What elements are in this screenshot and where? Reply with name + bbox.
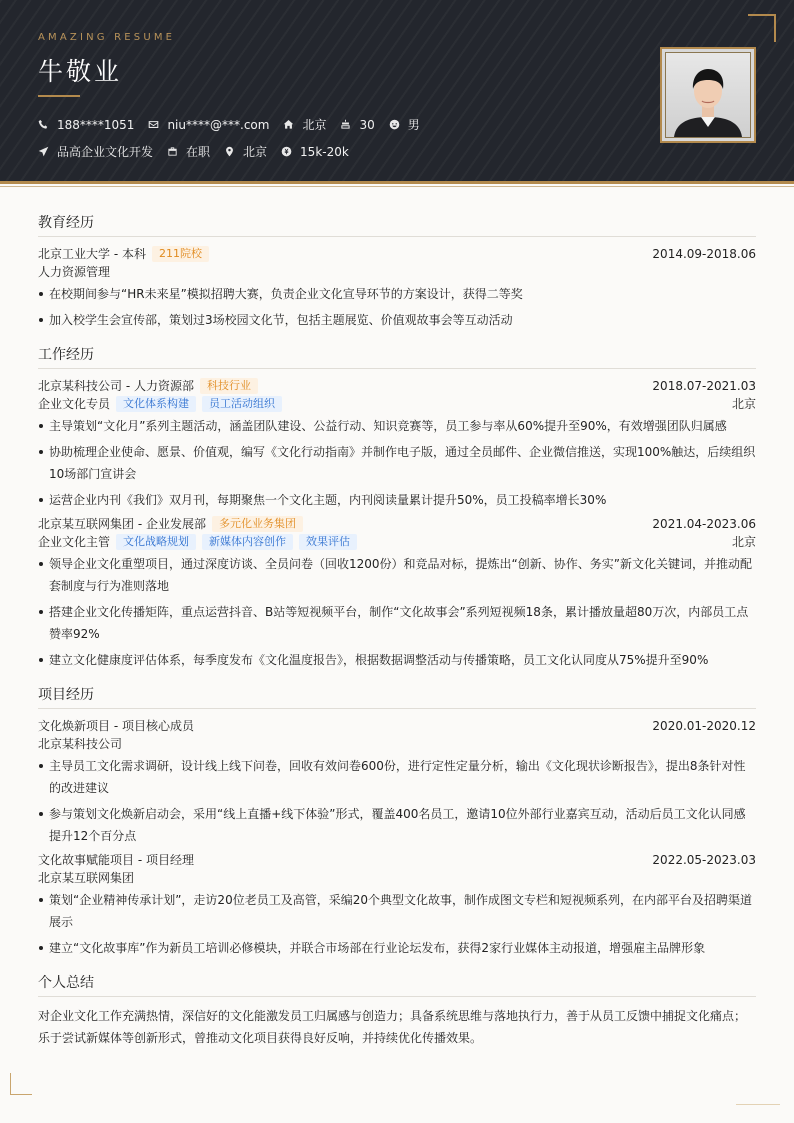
list-item: 主导策划“文化月”系列主题活动，涵盖团队建设、公益行动、知识竞赛等，员工参与率从60%提升至90%，有效增强团队归属感 <box>38 415 756 437</box>
candidate-name: 牛敬业 <box>38 57 123 86</box>
work-entry <box>38 377 756 511</box>
summary-section <box>38 972 756 1049</box>
projects-section <box>38 684 756 959</box>
job-role: 企业文化主管 <box>38 535 111 549</box>
education-date: 2014.09-2018.06 <box>652 247 756 261</box>
work-date: 2021.04-2023.06 <box>652 517 756 531</box>
project-header <box>38 851 756 869</box>
portrait-image <box>666 53 750 137</box>
avatar <box>665 52 751 138</box>
project-bullets <box>38 889 756 959</box>
list-item: 加入校学生会宣传部，策划过3场校园文化节，包括主题展览、价值观故事会等互动活动 <box>38 309 756 331</box>
send-icon <box>38 146 49 157</box>
list-item: 协助梳理企业使命、愿景、价值观，编写《文化行动指南》并制作电子版，通过全员邮件、企业微信推送，实现100%触达，后续组织10场部门宣讲会 <box>38 441 756 485</box>
project-name: 文化故事赋能项目 - 项目经理 <box>38 853 194 867</box>
section-title: 个人总结 <box>38 972 756 997</box>
email-text: niu****@***.com <box>167 117 270 132</box>
header-tagline: AMAZING RESUME <box>38 32 176 43</box>
job-status-info <box>167 143 210 160</box>
work-header <box>38 515 756 533</box>
phone-info <box>38 118 134 132</box>
list-item: 主导员工文化需求调研，设计线上线下问卷，回收有效问卷600份，进行定性定量分析，输出《文化现状诊断报告》，提出8条针对性的改进建议 <box>38 755 756 799</box>
company-tag: 科技行业 <box>200 378 258 394</box>
list-item: 运营企业内刊《我们》双月刊，每期聚焦一个文化主题，内刊阅读量累计提升50%，员工投稿率增长30% <box>38 489 756 511</box>
project-name: 文化焕新项目 - 项目核心成员 <box>38 719 194 733</box>
hometown-info <box>283 116 326 133</box>
age-info <box>340 118 374 132</box>
skill-tag: 文化战略规划 <box>116 534 196 550</box>
work-bullets <box>38 553 756 671</box>
major-name: 人力资源管理 <box>38 265 111 279</box>
phone-icon <box>38 119 49 130</box>
email-info <box>148 118 269 132</box>
resume-body <box>38 212 756 1062</box>
project-org: 北京某互联网集团 <box>38 871 135 885</box>
list-item: 搭建企业文化传播矩阵，重点运营抖音、B站等短视频平台，制作“文化故事会”系列短视频18条，累计播放量超80万次，内部员工点赞率92% <box>38 601 756 645</box>
work-date: 2018.07-2021.03 <box>652 379 756 393</box>
list-item: 建立“文化故事库”作为新员工培训必修模块，并联合市场部在行业论坛发布，获得2家行业媒体主动报道，增强雇主品牌形象 <box>38 937 756 959</box>
briefcase-icon <box>167 146 178 157</box>
hometown-text: 北京 <box>302 118 327 132</box>
education-entry <box>38 245 756 331</box>
target-position-info <box>38 143 153 160</box>
project-date: 2022.05-2023.03 <box>652 853 756 867</box>
salary-text: 15k-20k <box>300 144 349 159</box>
job-role: 企业文化专员 <box>38 397 111 411</box>
location-pin-icon <box>224 146 235 157</box>
summary-text: 对企业文化工作充满热情，深信好的文化能激发员工归属感与创造力；具备系统思维与落地执行力，善于从员工反馈中捕捉文化痛点；乐于尝试新媒体等创新形式，曾推动文化项目获得良好反响，并持续优化传播效果。 <box>38 1009 747 1045</box>
corner-ornament <box>748 14 776 42</box>
skill-tag: 文化体系构建 <box>116 396 196 412</box>
list-item: 领导企业文化重塑项目，通过深度访谈、全员问卷（回收1200份）和竞品对标，提炼出“创新、协作、务实”新文化关键词，并推动配套制度与行为准则落地 <box>38 553 756 597</box>
age-text: 30 <box>359 117 375 132</box>
project-entry <box>38 717 756 847</box>
list-item: 在校期间参与“HR未来星”模拟招聘大赛，负责企业文化宣导环节的方案设计，获得二等奖 <box>38 283 756 305</box>
skill-tag: 新媒体内容创作 <box>202 534 293 550</box>
project-org-row <box>38 869 756 887</box>
project-header <box>38 717 756 735</box>
target-city-info <box>224 143 267 160</box>
target-city-text: 北京 <box>243 145 268 159</box>
profile-photo <box>660 47 756 143</box>
project-entry <box>38 851 756 959</box>
cake-icon <box>340 119 351 130</box>
job-status-text: 在职 <box>186 145 211 159</box>
company-name: 北京某科技公司 - 人力资源部 <box>38 379 194 393</box>
work-section <box>38 344 756 671</box>
name-underline <box>38 95 80 97</box>
list-item: 参与策划文化焕新启动会，采用“线上直播+线下体验”形式，覆盖400名员工，邀请10位外部行业嘉宾互动，活动后员工文化认同感提升12个百分点 <box>38 803 756 847</box>
skill-tag: 员工活动组织 <box>202 396 282 412</box>
education-bullets <box>38 283 756 331</box>
phone-text: 188****1051 <box>57 117 135 132</box>
work-city: 北京 <box>731 535 756 549</box>
work-entry <box>38 515 756 671</box>
school-name: 北京工业大学 - 本科 <box>38 247 146 261</box>
corner-ornament <box>10 1073 32 1095</box>
footer-divider <box>736 1104 780 1105</box>
major-row <box>38 263 756 281</box>
project-bullets <box>38 755 756 847</box>
salary-info <box>281 145 349 159</box>
home-icon <box>283 119 294 130</box>
role-row <box>38 533 756 551</box>
work-bullets <box>38 415 756 511</box>
work-header <box>38 377 756 395</box>
gender-text: 男 <box>407 118 420 132</box>
skill-tag: 效果评估 <box>299 534 357 550</box>
project-org-row <box>38 735 756 753</box>
section-title: 教育经历 <box>38 212 756 237</box>
project-date: 2020.01-2020.12 <box>652 719 756 733</box>
list-item: 策划“企业精神传承计划”，走访20位老员工及高管，采编20个典型文化故事，制作成图文专栏和短视频系列，在内部平台及招聘渠道展示 <box>38 889 756 933</box>
education-header <box>38 245 756 263</box>
mail-icon <box>148 119 159 130</box>
company-name: 北京某互联网集团 - 企业发展部 <box>38 517 206 531</box>
target-position-text: 品高企业文化开发 <box>57 145 154 159</box>
education-section <box>38 212 756 331</box>
resume-header <box>0 0 794 184</box>
job-intent-row <box>38 143 363 160</box>
school-tag: 211院校 <box>152 246 209 262</box>
gender-icon <box>389 119 400 130</box>
salary-icon <box>281 146 292 157</box>
gender-info <box>389 116 420 133</box>
role-row <box>38 395 756 413</box>
project-org: 北京某科技公司 <box>38 737 123 751</box>
section-title: 工作经历 <box>38 344 756 369</box>
company-tag: 多元化业务集团 <box>212 516 303 532</box>
list-item: 建立文化健康度评估体系，每季度发布《文化温度报告》，根据数据调整活动与传播策略，员工文化认同度从75%提升至90% <box>38 649 756 671</box>
section-title: 项目经历 <box>38 684 756 709</box>
work-city: 北京 <box>731 397 756 411</box>
contact-row <box>38 116 434 133</box>
